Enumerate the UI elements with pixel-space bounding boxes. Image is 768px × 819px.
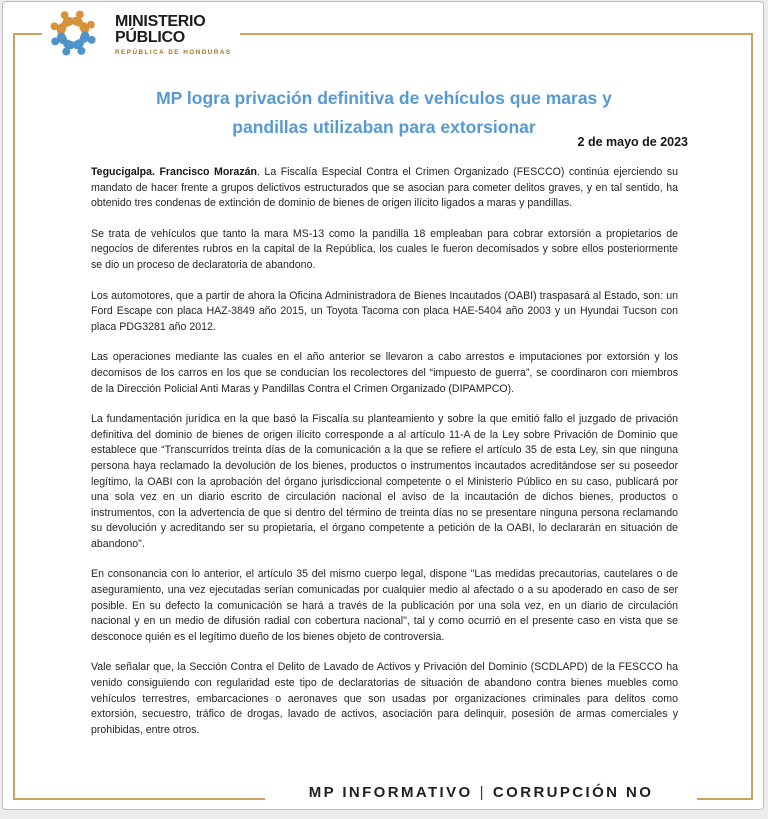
article-title-line1: MP logra privación definitiva de vehículos que maras y — [156, 88, 612, 108]
footer-separator: | — [479, 784, 486, 801]
dateline: Tegucigalpa. Francisco Morazán — [91, 166, 257, 178]
article-body — [91, 165, 678, 753]
article-title — [40, 84, 728, 142]
org-tagline: REPÚBLICA DE HONDURAS — [115, 49, 232, 56]
article-date: 2 de mayo de 2023 — [577, 135, 688, 149]
paragraph: Vale señalar que, la Sección Contra el Delito de Lavado de Activos y Privación del Dominio (SCDLAPD) de la FESCCO ha venido consiguiendo con regularidad este tipo de declaratorias de situación de abandono contra bienes muebles como vehículos terrestres, embarcaciones o aeronaves que son usadas por organizaciones criminales para delitos como extorsión, secuestro, tráfico de drogas, lavado de activos, asociación para delinquir, posesión de armas comerciales y prohibidas, entre otros. — [91, 661, 678, 736]
paragraph: En consonancia con lo anterior, el artículo 35 del mismo cuerpo legal, dispone "Las medidas precautorias, cautelares o de aseguramiento, una vez ejecutadas serían comunicadas por cualquier medio al afectado o a su apoderado en caso de ser posible. En su defecto la comunicación se hará a través de la publicación por una sola vez, en un diario de circulación nacional y en un medio de difusión radial con cobertura nacional", tal y como ocurrió en el presente caso en vista que se desconoce quién es el legítimo dueño de los bienes objeto de controversia. — [91, 568, 678, 643]
footer-right-label: CORRUPCIÓN NO — [492, 784, 654, 801]
article-title-line2: pandillas utilizaban para extorsionar — [232, 117, 536, 137]
paragraph-lead-text: . La Fiscalía Especial Contra el Crimen Organizado (FESCCO) continúa ejerciendo su mandato de hacer frente a grupos delictivos estructurados que se asocian para cometer delitos graves, y en tal sentido, ha obtenido tres condenas de extinción de dominio de bienes de origen ilícito ligados a maras y pandillas. — [91, 166, 678, 210]
paragraph: Se trata de vehículos que tanto la mara MS-13 como la pandilla 18 empleaban para cobrar extorsión a propietarios de negocios de diferentes rubros en la capital de la República, los cuales le fueron decomisados y sobre ellos posteriormente se dio un proceso de declaratoria de abandono. — [91, 227, 678, 271]
paragraph-lead — [91, 165, 678, 212]
paragraph: Las operaciones mediante las cuales en el año anterior se llevaron a cabo arrestos e imputaciones por extorsión y los decomisos de los carros en los que se conducían los recolectores del “impuesto de guerra”, se coordinaron con miembros de la Dirección Policial Anti Maras y Pandillas Contra el Crimen Organizado (DIPAMPCO). — [91, 351, 678, 395]
paragraph: Los automotores, que a partir de ahora la Oficina Administradora de Bienes Incautados (OABI) traspasará al Estado, son: un Ford Escape con placa HAZ-3849 año 2015, un Toyota Tacoma con placa HAE-5404 año 2003 y un Hyundai Tucson con placa PDG3281 año 2012. — [91, 289, 678, 333]
org-name-line1: MINISTERIO — [115, 13, 206, 30]
footer-banner — [0, 782, 768, 804]
org-name-block — [115, 5, 232, 56]
logo-header — [42, 5, 240, 65]
org-name-line2: PÚBLICO — [115, 29, 185, 46]
footer-text — [265, 782, 697, 804]
people-circle-emblem-icon — [42, 5, 106, 63]
paragraph: La fundamentación jurídica en la que basó la Fiscalía su planteamiento y sobre la que emitió fallo el juzgado de privación definitiva del dominio de bienes de origen ilícito corresponde a al artículo 11-A de la Ley sobre Privación de Dominio que establece que “Transcurridos treinta días de la comunicación a la que se refiere el artículo 35 de esta Ley, sin que ninguna persona haya reclamado la devolución de los bienes, productos o instrumentos incautados acreditándose ser su poseedor legítimo, la OABI con la aprobación del órgano jurisdiccional competente o el Ministerio Público en su caso, publicará por una sola vez en un diario escrito de circulación nacional el aviso de la incautación de dichos bienes, productos o instrumentos, con la advertencia de que si dentro del término de treinta días no se presentare ninguna persona reclamando su devolución y acreditando ser su propietaria, el órgano competente a petición de la OABI, lo declararán en situación de abandono". — [91, 413, 678, 550]
footer-left-label: MP INFORMATIVO — [308, 784, 473, 801]
